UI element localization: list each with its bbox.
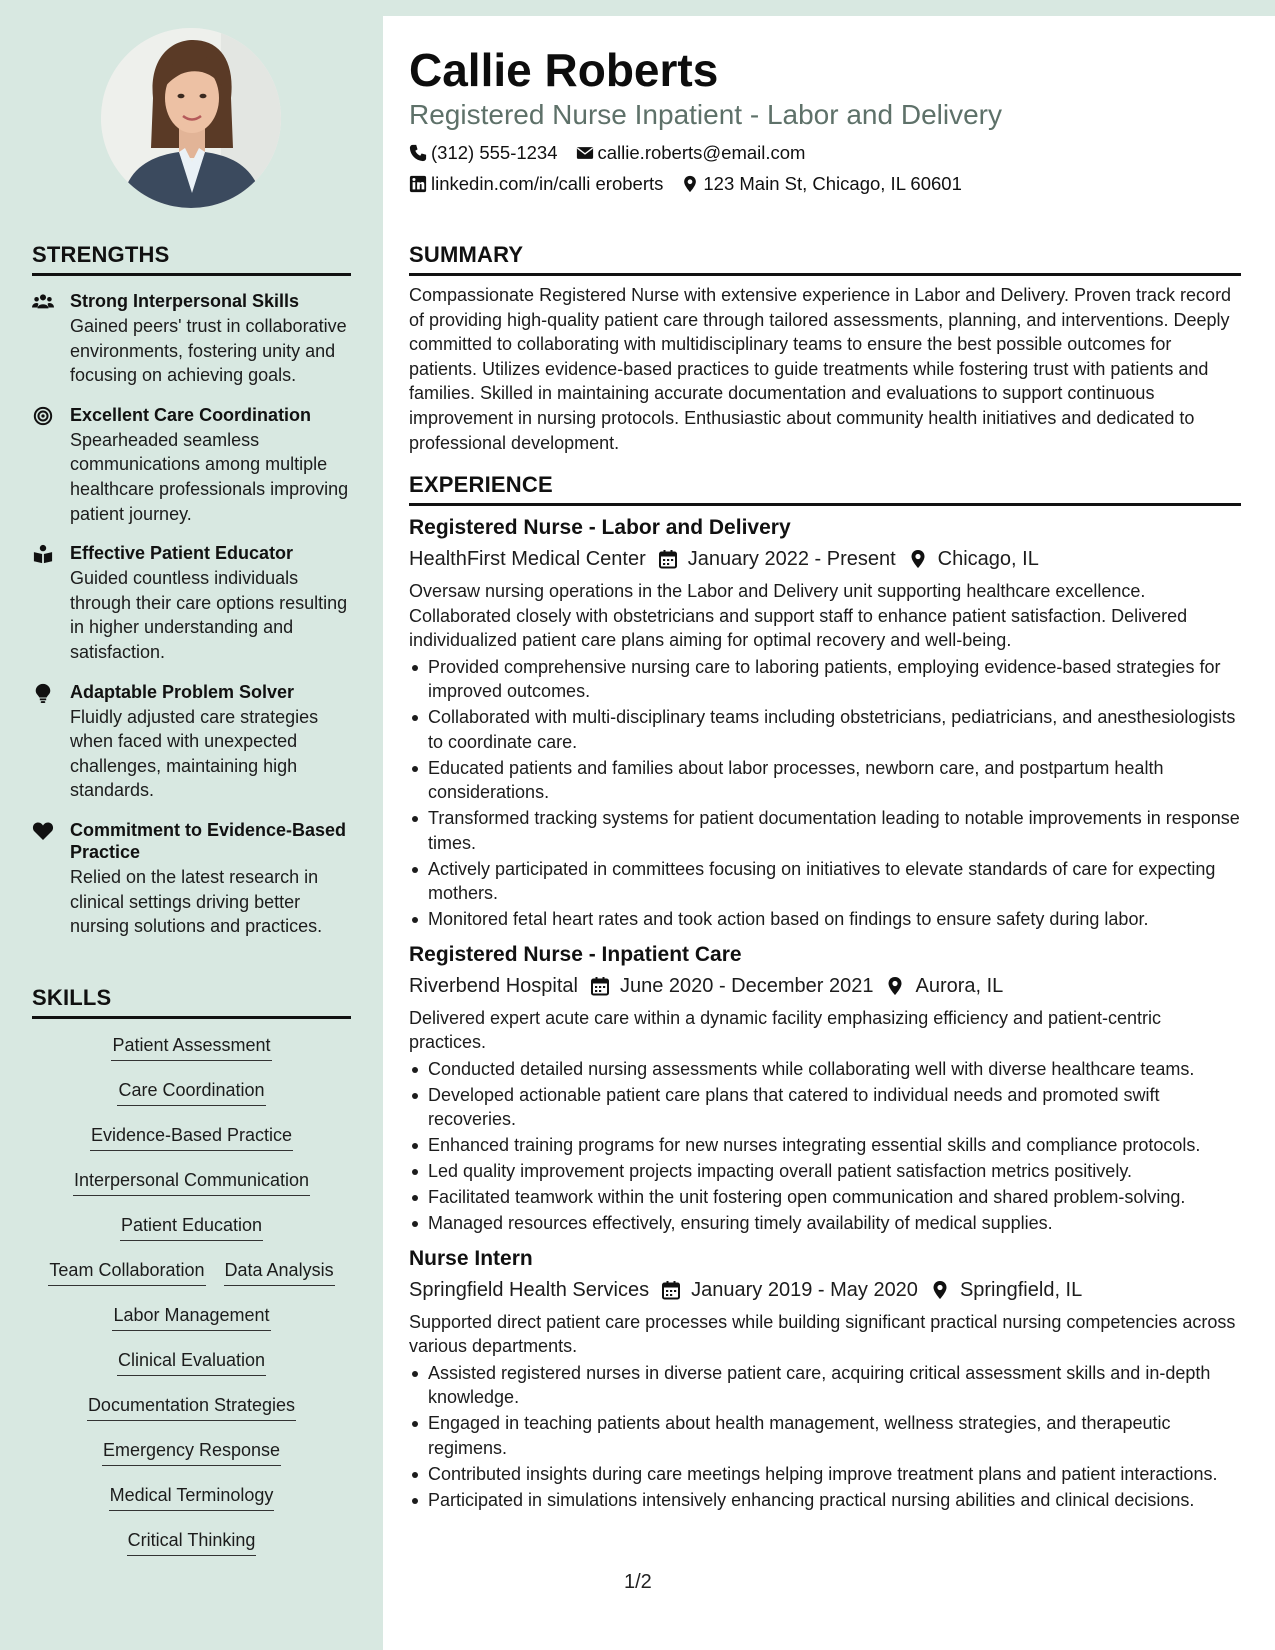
location-pin-icon (930, 1280, 950, 1300)
summary-section (409, 242, 1241, 455)
strength-description: Relied on the latest research in clinical settings driving better nursing solutions and practices. (70, 866, 323, 937)
phone-icon (409, 144, 427, 162)
job-bullet: Provided comprehensive nursing care to laboring patients, employing evidence-based strategies for improved outcomes. (409, 655, 1241, 704)
email-address: callie.roberts@email.com (597, 142, 806, 163)
job-title: Nurse Intern (409, 1246, 533, 1270)
location-pin-icon (885, 976, 905, 996)
main-content (383, 16, 1275, 1650)
location-pin-icon (681, 175, 699, 193)
job-bullets (409, 1361, 1241, 1512)
job-bullet: Participated in simulations intensively enhancing practical nursing abilities and clinical decisions. (409, 1488, 1241, 1513)
page-number: 1/2 (624, 1571, 652, 1593)
job-bullets (409, 655, 1241, 932)
skill-tag: Team Collaboration (48, 1258, 205, 1286)
candidate-role: Registered Nurse Inpatient - Labor and Delivery (409, 99, 1002, 130)
job-company: HealthFirst Medical Center (409, 548, 646, 570)
sidebar (0, 0, 383, 1650)
linkedin-url: linkedin.com/in/calli eroberts (431, 173, 664, 194)
strength-title: Effective Patient Educator (70, 543, 294, 564)
skill-tag: Patient Assessment (111, 1033, 271, 1061)
linkedin-icon (409, 175, 427, 193)
skill-tag: Critical Thinking (127, 1528, 257, 1556)
strength-description: Guided countless individuals through their care options resulting in higher understanding and satisfaction. (70, 568, 348, 662)
job-title: Registered Nurse - Inpatient Care (409, 942, 742, 966)
skill-tag: Interpersonal Communication (73, 1168, 310, 1196)
job-bullet: Managed resources effectively, ensuring timely availability of medical supplies. (409, 1211, 1241, 1236)
job-location: Springfield, IL (959, 1278, 1083, 1301)
strength-title: Adaptable Problem Solver (70, 681, 295, 702)
strength-title: Commitment to Evidence-Based Practice (70, 819, 347, 862)
job-location: Chicago, IL (937, 548, 1039, 570)
calendar-icon (590, 976, 610, 996)
strength-item (32, 290, 351, 388)
job-bullet: Educated patients and families about labor processes, newborn care, and postpartum health considerations. (409, 756, 1241, 805)
people-icon (32, 290, 70, 388)
experience-section (409, 472, 1241, 1514)
profile-photo (101, 28, 281, 208)
job-bullet: Monitored fetal heart rates and took action based on findings to ensure safety during labor. (409, 907, 1241, 932)
job-dates: January 2019 - May 2020 (691, 1278, 918, 1301)
calendar-icon (661, 1280, 681, 1300)
summary-heading: SUMMARY (409, 242, 1241, 276)
skill-tag: Evidence-Based Practice (90, 1123, 293, 1151)
calendar-icon (658, 549, 678, 569)
skill-tag: Care Coordination (117, 1078, 265, 1106)
job-bullet: Transformed tracking systems for patient documentation leading to notable improvements in response times. (409, 806, 1241, 855)
job-company: Springfield Health Services (409, 1278, 650, 1301)
skills-heading: SKILLS (32, 985, 351, 1019)
job-company: Riverbend Hospital (409, 974, 578, 997)
job-title: Registered Nurse - Labor and Delivery (409, 516, 791, 539)
skills-list (32, 1033, 351, 1573)
educator-icon (32, 542, 70, 664)
portrait-illustration (101, 28, 281, 208)
strength-title: Excellent Care Coordination (70, 404, 312, 425)
phone-number: (312) 555-1234 (431, 142, 558, 163)
job-bullet: Led quality improvement projects impacting overall patient satisfaction metrics positively. (409, 1159, 1241, 1184)
job-bullet: Assisted registered nurses in diverse patient care, acquiring critical assessment skills and in-depth knowledge. (409, 1361, 1241, 1410)
strength-item (32, 404, 351, 526)
strength-title: Strong Interpersonal Skills (70, 291, 300, 311)
email-icon (576, 144, 594, 162)
strengths-list (32, 290, 351, 939)
skill-tag: Medical Terminology (109, 1483, 275, 1511)
resume-header (409, 44, 1241, 196)
location-pin-icon (908, 549, 928, 569)
strength-description: Spearheaded seamless communications among multiple healthcare professionals improving patient journey. (70, 429, 349, 524)
skills-section (32, 985, 351, 1573)
skill-tag: Labor Management (112, 1303, 270, 1331)
job-bullets (409, 1057, 1241, 1236)
strengths-section (32, 242, 351, 939)
strength-item (32, 819, 351, 939)
skill-tag: Documentation Strategies (87, 1393, 296, 1421)
strength-description: Gained peers' trust in collaborative environments, fostering unity and focusing on achieving goals. (70, 316, 347, 386)
job-bullet: Enhanced training programs for new nurses integrating essential skills and compliance protocols. (409, 1133, 1241, 1158)
job-bullet: Collaborated with multi-disciplinary teams including obstetricians, pediatricians, and anesthesiologists to coordinate care. (409, 705, 1241, 754)
job-description: Supported direct patient care processes while building significant practical nursing competencies across various departments. (409, 1311, 1236, 1357)
address: 123 Main St, Chicago, IL 60601 (703, 173, 962, 194)
job-location: Aurora, IL (915, 974, 1004, 997)
summary-text: Compassionate Registered Nurse with extensive experience in Labor and Delivery. Proven track record of providing high-quality patient care through tailored assessments, planning, and interventions. Deeply committed to collaborating with multidisciplinary teams to ensure the best possible outcomes for patients. Utilizes evidence-based practices to guide treatments while fostering trust with patients and families. Skilled in maintaining accurate documentation and evaluations to support continuous improvement in nursing protocols. Enthusiastic about community health initiatives and dedicated to professional development. (409, 285, 1232, 453)
job-entry (409, 1246, 1241, 1513)
heart-icon (32, 819, 70, 939)
job-description: Oversaw nursing operations in the Labor and Delivery unit supporting healthcare excellence. Collaborated closely with obstetricians and support staff to enhance patient satisfaction. Delivered individualized patient care plans aiming for optimal recovery and well-being. (409, 581, 1188, 651)
experience-heading: EXPERIENCE (409, 472, 1241, 506)
skill-tag: Clinical Evaluation (117, 1348, 266, 1376)
skill-tag: Emergency Response (102, 1438, 281, 1466)
job-entry (409, 515, 1241, 932)
skill-tag: Patient Education (120, 1213, 263, 1241)
job-bullet: Engaged in teaching patients about health management, wellness strategies, and therapeutic regimens. (409, 1411, 1241, 1460)
job-bullet: Contributed insights during care meetings helping improve treatment plans and patient interactions. (409, 1462, 1241, 1487)
job-bullet: Facilitated teamwork within the unit fostering open communication and shared problem-solving. (409, 1185, 1241, 1210)
strength-description: Fluidly adjusted care strategies when faced with unexpected challenges, maintaining high standards. (70, 706, 319, 801)
job-dates: January 2022 - Present (687, 548, 896, 570)
job-description: Delivered expert acute care within a dynamic facility emphasizing efficiency and patient-centric practices. (409, 1007, 1162, 1053)
job-bullet: Actively participated in committees focusing on initiatives to elevate standards of care for expecting mothers. (409, 857, 1241, 906)
strengths-heading: STRENGTHS (32, 242, 351, 276)
lightbulb-icon (32, 681, 70, 803)
job-entry (409, 942, 1241, 1236)
target-icon (32, 404, 70, 526)
job-dates: June 2020 - December 2021 (619, 974, 874, 997)
skill-tag: Data Analysis (224, 1258, 335, 1286)
job-bullet: Conducted detailed nursing assessments while collaborating well with diverse healthcare teams. (409, 1057, 1241, 1082)
candidate-name: Callie Roberts (409, 44, 719, 96)
strength-item (32, 681, 351, 803)
job-bullet: Developed actionable patient care plans that catered to individual needs and promoted swift recoveries. (409, 1083, 1241, 1132)
strength-item (32, 542, 351, 664)
